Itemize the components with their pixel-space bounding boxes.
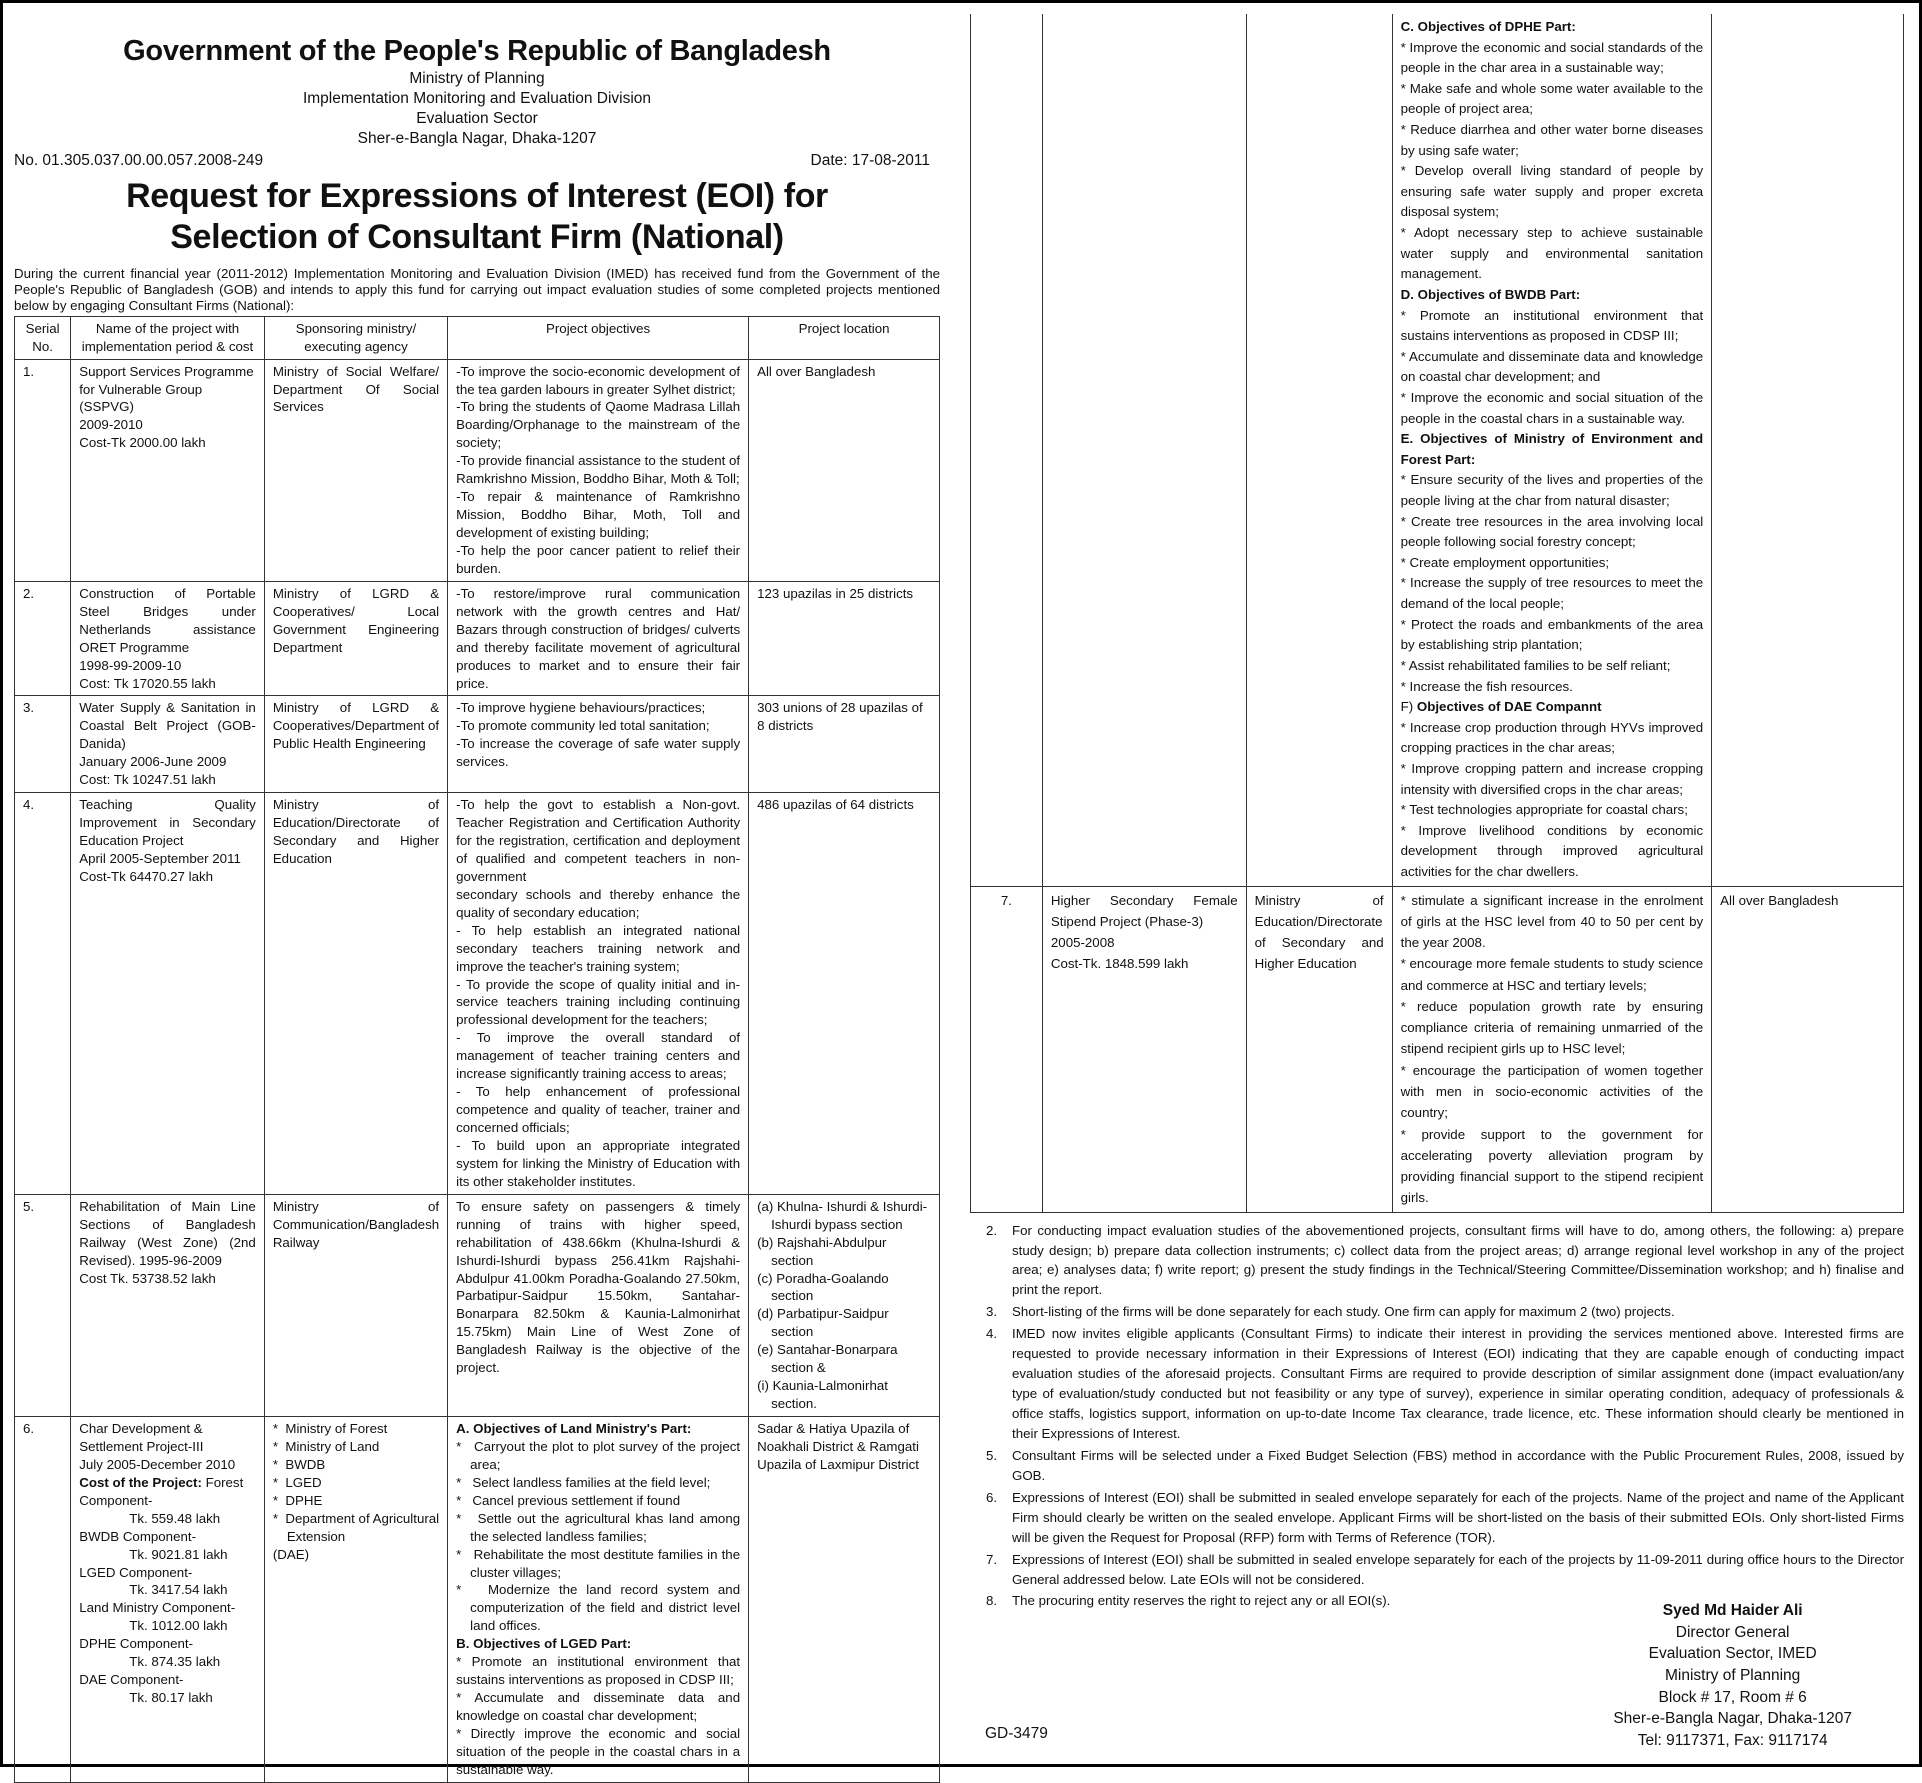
signatory-office: Evaluation Sector, IMED	[1648, 1645, 1817, 1663]
intro-paragraph: During the current financial year (2011-2012) Implementation Monitoring and Evaluation Division (IMED) has received fund from the Government of the People's Republic of Bangladesh (GOB) and intends to apply this fund for carrying out impact evaluation studies of some completed projects mentioned below by engaging Consultant Firms (National):	[14, 265, 940, 313]
government-title: Government of the People's Republic of Bangladesh	[123, 35, 831, 67]
table-row: 5. Rehabilitation of Main Line Sections of Bangladesh Railway (West Zone) (2nd Revised). 1995-96-2009 Cost Tk. 53738.52 lakh Ministry of Communication/Bangladesh Railway To ensure safety on passengers & timely running of trains with higher speed, rehabilitation of 438.66km (Khulna-Ishurdi & Ishurdi-Ishurdi bypass 256.41km Rajshahi-Abdulpur 41.00km Poradha-Goalando 27.50km, Parbatipur-Saidpur 15.50km, Santahar-Bonarpara 82.50km & Kaunia-Lalmonirhat 15.75km) Main Line of West Zone of Bangladesh Railway is the objective of the project. (a) Khulna- Ishurdi & Ishurdi-Ishurdi bypass section (b) Rajshahi-Abdulpur section (c) Poradha-Goalando section (d) Parbatipur-Saidpur section (e) Santahar-Bonarpara section & (i) Kaunia-Lalmonirhat section.	[15, 1194, 940, 1416]
reference-line	[14, 151, 940, 172]
col-location: Project location	[749, 316, 940, 359]
notes-list	[970, 1221, 1904, 1612]
col-sponsor: Sponsoring ministry/ executing agency	[264, 316, 447, 359]
address-line: Sher-e-Bangla Nagar, Dhaka-1207	[357, 130, 597, 148]
signatory-ministry: Ministry of Planning	[1665, 1667, 1801, 1685]
list-item: 5. Consultant Firms will be selected under a Fixed Budget Selection (FBS) method in accordance with the Public Procurement Rules, 2008, issued by GOB.	[986, 1447, 1904, 1483]
notice-title: Request for Expressions of Interest (EOI) for Selection of Consultant Firm (National)	[126, 177, 828, 257]
list-item: 2. For conducting impact evaluation studies of the abovementioned projects, consultant firms will have to do, among others, the following: a) prepare study design; b) prepare data collection instruments; c) collect data from the project areas; d) arrange regional level workshop in any of the project area; e) analyses data; f) write report; g) present the study findings in the Technical/Steering Committee/Dissemination workshop; and h) finalise and print the report.	[986, 1222, 1904, 1298]
list-item: 8. The procuring entity reserves the right to reject any or all EOI(s).	[986, 1593, 1391, 1609]
signatory-room: Block # 17, Room # 6	[1658, 1688, 1807, 1706]
col-name: Name of the project with implementation period & cost	[71, 316, 265, 359]
table-row: 6. Char Development & Settlement Project-III July 2005-December 2010 Cost of the Project: Forest Component- Tk. 559.48 lakh BWDB Component- Tk. 9021.81 lakh LGED Component- Tk. 3417.54 lakh Land Ministry Component- Tk. 1012.00 lakh DPHE Component- Tk. 874.35 lakh DAE Component- Tk. 80.17 lakh * Ministry of Forest * Ministry of Land * BWDB * LGED * DPHE * Department of Agricultural Extension (DAE) A. Objectives of Land Ministry's Part: * Carryout the plot to plot survey of the project area; * Select landless families at the field level; * Cancel previous settlement if found * Settle out the agricultural khas land among the selected landless families; * Rehabilitate the most destitute families in the cluster villages; * Modernize the land record system and computerization of the field and district level land offices. B. Objectives of LGED Part: * Promote an institutional environment that sustains interventions as proposed in CDSP III; * Accumulate and disseminate data and knowledge on coastal char development; * Directly improve the economic and social situation of the people in the coastal chars in a sustainable way. Sadar & Hatiya Upazila of Noakhali District & Ramgati Upazila of Laxmipur District	[15, 1417, 940, 1783]
ministry-line: Ministry of Planning	[409, 69, 545, 87]
sector-line: Evaluation Sector	[416, 110, 538, 128]
division-line: Implementation Monitoring and Evaluation Division	[302, 89, 652, 107]
letterhead	[14, 34, 940, 149]
col-serial: Serial No.	[15, 316, 71, 359]
list-item: 6. Expressions of Interest (EOI) shall be submitted in sealed envelope separately for each of the projects. Name of the project and name of the Applicant Firm should clearly be written on the sealed envelope. Applicant Firms will be short-listed on the basis of their submitted EOIs. Only short-listed Firms will be given the Request for Proposal (RFP) form with Terms of Reference (TOR).	[986, 1489, 1904, 1545]
notice-date: Date: 17-08-2011	[810, 152, 930, 170]
table-row: 3. Water Supply & Sanitation in Coastal Belt Project (GOB-Danida) January 2006-June 2009 Cost: Tk 10247.51 lakh Ministry of LGRD & Cooperatives/Department of Public Health Engineering -To improve hygiene behaviours/practices; -To promote community led total sanitation; -To increase the coverage of safe water supply services. 303 unions of 28 upazilas of 8 districts	[15, 696, 940, 793]
signatory-designation: Director General	[1675, 1623, 1790, 1641]
list-item: 4. IMED now invites eligible applicants (Consultant Firms) to indicate their interest in providing the services mentioned above. Interested firms are requested to provide necessary information in their Expressions of Interest (EOI) indicating that they are capable enough of conducting impact evaluation studies of the aforesaid projects. Consultant Firms are required to provide description of similar assignment done (impact evaluation/any type of evaluation/study conducted but not feasibility or any type of survey), experience in similar operating condition, adequacy of professionals & office staffs, logistics support, information on up-to-date Income Tax clearance, trade licence, etc. These information should clearly be mentioned in their Expressions of Interest.	[986, 1326, 1904, 1441]
table-row: 1. Support Services Programme for Vulnerable Group (SSPVG) 2009-2010 Cost-Tk 2000.00 lakh Ministry of Social Welfare/ Department Of Social Services -To improve the socio-economic development of the tea garden labours in greater Sylhet district; -To bring the students of Qaome Madrasa Lillah Boarding/Orphanage to the mainstream of the society; -To provide financial assistance to the student of Ramkrishno Mission, Boddho Bihar, Moth & Toll; -To repair & maintenance of Ramkrishno Mission, Boddho Bihar, Moth, Toll and development of existing building; -To help the poor cancer patient to relief their burden. All over Bangladesh	[15, 359, 940, 581]
table-row: 2. Construction of Portable Steel Bridges under Netherlands assistance ORET Programme 1998-99-2009-10 Cost: Tk 17020.55 lakh Ministry of LGRD & Cooperatives/ Local Government Engineering Department -To restore/improve rural communication network with the growth centres and Hat/ Bazars through construction of bridges/ culverts and thereby facilitate movement of agricultural produces to market and to ensure their fair price. 123 upazilas in 25 districts	[15, 581, 940, 696]
signature-block	[1613, 1600, 1852, 1752]
gd-number: GD-3479	[985, 1725, 1048, 1742]
col-objectives: Project objectives	[448, 316, 749, 359]
table-row-continuation: C. Objectives of DPHE Part: * Improve the economic and social standards of the people in the char area in a sustainable way; * Make safe and whole some water available to the people of project area; * Reduce diarrhea and other water borne diseases by using safe water; * Develop overall living standard of people by ensuring safe water supply and proper excreta disposal system; * Adopt necessary step to achieve sustainable water supply and environmental sanitation management. D. Objectives of BWDB Part: * Promote an institutional environment that sustains interventions as proposed in CDSP III; * Accumulate and disseminate data and knowledge on coastal char development; and * Improve the economic and social situation of the people in the coastal chars in a sustainable way. E. Objectives of Ministry of Environment and Forest Part: * Ensure security of the lives and properties of the people living at the char from natural disaster; * Create tree resources in the area involving local people following social forestry concept; * Create employment opportunities; * Increase the supply of tree resources to meet the demand of the local people; * Protect the roads and embankments of the area by establishing strip plantation; * Assist rehabilitated families to be self reliant; * Increase the fish resources. F) Objectives of DAE Compannt * Increase crop production through HYVs improved cropping practices in the char areas; * Improve cropping pattern and increase cropping intensity with diversified crops in the char areas; * Test technologies appropriate for coastal chars; * Improve livelihood conditions by economic development through improved agricultural activities for the char dwellers.	[971, 14, 1904, 886]
table-row: 4. Teaching Quality Improvement in Secondary Education Project April 2005-September 2011 Cost-Tk 64470.27 lakh Ministry of Education/Directorate of Secondary and Higher Education -To help the govt to establish a Non-govt. Teacher Registration and Certification Authority for the registration, certification and deployment of qualified and competent teachers in non-government secondary schools and thereby enhance the quality of secondary education; - To help establish an integrated national secondary teachers training network and improve the teacher's training system; - To provide the scope of quality initial and in-service teachers training including continuing professional development for the teachers; - To improve the overall standard of management of teacher training centers and increase significantly training access to areas; - To help enhancement of professional competence and quality of teacher, trainer and concerned officials; - To build upon an appropriate integrated system for linking the Ministry of Education with its other stakeholder institutes. 486 upazilas of 64 districts	[15, 793, 940, 1195]
right-column	[970, 14, 1904, 1613]
project-table	[14, 316, 940, 1783]
list-item: 3. Short-listing of the firms will be done separately for each study. One firm can apply for maximum 2 (two) projects.	[986, 1304, 1675, 1320]
project-table-continued	[970, 14, 1904, 1213]
signatory-address: Sher-e-Bangla Nagar, Dhaka-1207	[1613, 1710, 1852, 1728]
table-row: 7. Higher Secondary Female Stipend Project (Phase-3) 2005-2008 Cost-Tk. 1848.599 lakh Ministry of Education/Directorate of Secondary and Higher Education * stimulate a significant increase in the enrolment of girls at the HSC level from 40 to 50 per cent by the year 2008. * encourage more female students to study science and commerce at HSC and tertiary levels; * reduce population growth rate by ensuring compliance criteria of remaining unmarried of the stipend recipient girls up to HSC level; * encourage the participation of women together with men in socio-economic activities of the country; * provide support to the government for accelerating poverty alleviation program by providing financial support to the stipend recipient girls. All over Bangladesh	[971, 886, 1904, 1212]
reference-number: No. 01.305.037.00.00.057.2008-249	[14, 152, 264, 170]
signatory-name: Syed Md Haider Ali	[1662, 1602, 1803, 1619]
signatory-phone: Tel: 9117371, Fax: 9117174	[1637, 1732, 1828, 1750]
table-header-row	[15, 316, 940, 359]
left-column	[14, 34, 940, 1783]
list-item: 7. Expressions of Interest (EOI) shall be submitted in sealed envelope separately for each of the projects by 11-09-2011 during office hours to the Director General addressed below. Late EOIs will not be considered.	[986, 1551, 1904, 1587]
